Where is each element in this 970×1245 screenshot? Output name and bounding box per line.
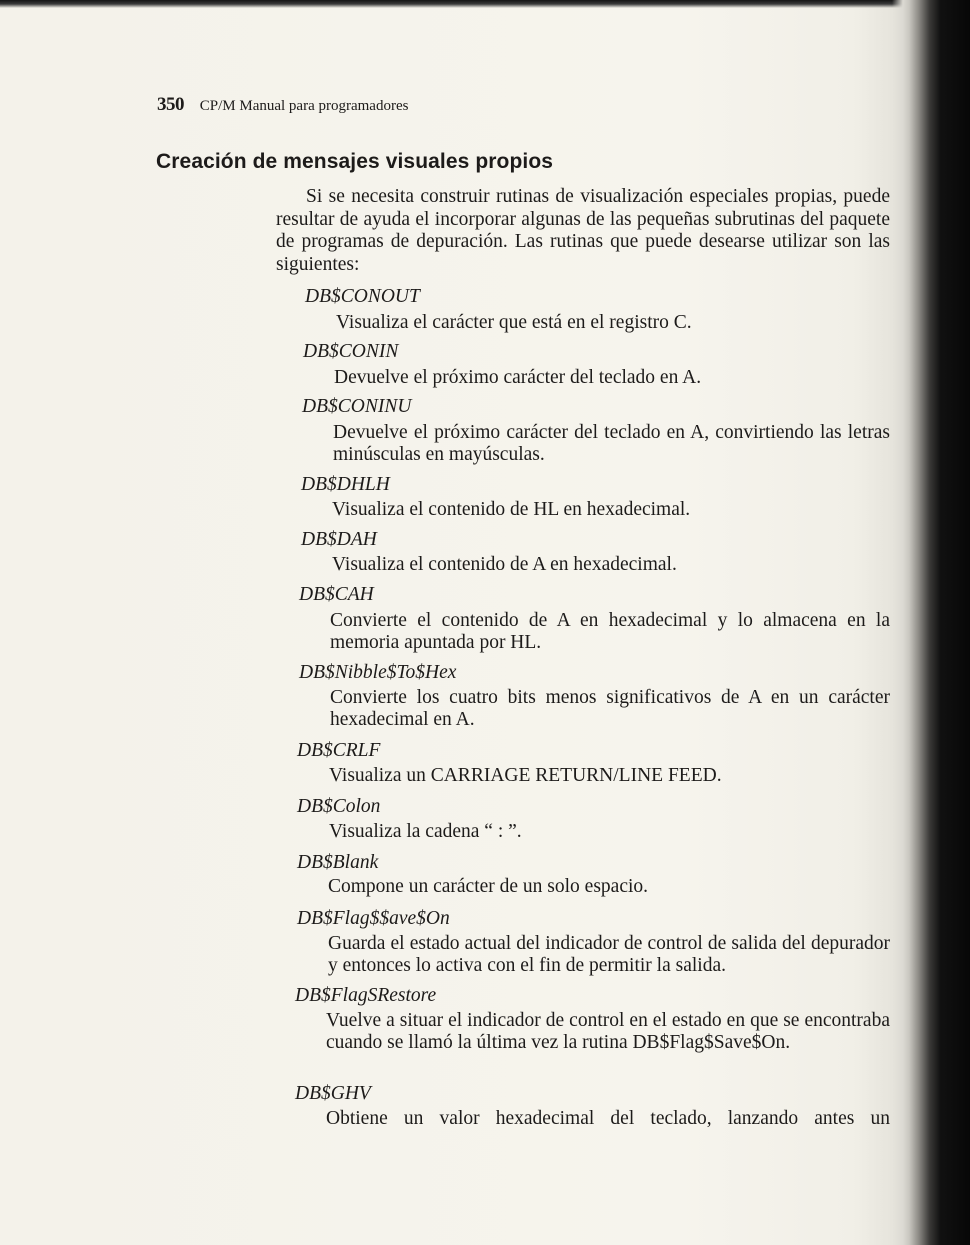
routine-name: DB$CONIN — [303, 341, 399, 362]
routine-description: Visualiza el carácter que está en el registro C. — [336, 312, 692, 333]
routine-description: Visualiza el contenido de A en hexadecimal. — [332, 554, 677, 575]
routine-description: Vuelve a situar el indicador de control en el estado en que se encontraba cuando se llamó la última vez la rutina DB$Flag$Save$On. — [326, 1010, 890, 1053]
routine-name: DB$CRLF — [297, 740, 381, 761]
routine-name: DB$Flag$$ave$On — [297, 908, 450, 929]
section-title: Creación de mensajes visuales propios — [156, 150, 554, 173]
routine-name: DB$FlagSRestore — [295, 985, 437, 1006]
page-number: 350 — [157, 94, 184, 115]
routine-name: DB$GHV — [295, 1083, 371, 1104]
routine-name: DB$CAH — [299, 584, 374, 605]
routine-description: Compone un carácter de un solo espacio. — [328, 876, 649, 897]
book-spine-shadow — [892, 0, 970, 1245]
routine-name: DB$CONOUT — [305, 286, 420, 307]
routine-name: DB$Blank — [297, 852, 379, 873]
routine-description: Convierte los cuatro bits menos significativos de A en un carácter hexadecimal en A. — [330, 687, 890, 730]
routine-description: Devuelve el próximo carácter del teclado en A, convirtiendo las letras minúsculas en mayúsculas. — [333, 422, 890, 465]
routine-description: Convierte el contenido de A en hexadecimal y lo almacena en la memoria apuntada por HL. — [330, 610, 890, 653]
routine-description: Devuelve el próximo carácter del teclado en A. — [334, 367, 702, 388]
routine-description: Visualiza el contenido de HL en hexadecimal. — [332, 499, 691, 520]
routine-description: Visualiza la cadena “ : ”. — [329, 821, 522, 842]
routine-name: DB$Colon — [297, 796, 381, 817]
running-header — [157, 94, 408, 116]
routine-description: Guarda el estado actual del indicador de control de salida del depurador y entonces lo activa con el fin de permitir la salida. — [328, 933, 890, 976]
routine-name: DB$DHLH — [301, 474, 390, 495]
running-title: CP/M Manual para programadores — [199, 98, 409, 114]
intro-paragraph: Si se necesita construir rutinas de visualización especiales propias, puede resultar de ayuda el incorporar algunas de las pequeñas subrutinas del paquete de programas de depuración. Las rutinas que puede desearse utilizar son las siguientes: — [276, 186, 890, 275]
routine-description: Visualiza un CARRIAGE RETURN/LINE FEED. — [329, 765, 722, 786]
scan-top-edge — [0, 0, 970, 8]
routine-name: DB$Nibble$To$Hex — [299, 662, 457, 683]
routine-name: DB$DAH — [301, 529, 377, 550]
routine-description: Obtiene un valor hexadecimal del teclado, lanzando antes un — [326, 1108, 890, 1129]
routine-name: DB$CONINU — [302, 396, 412, 417]
